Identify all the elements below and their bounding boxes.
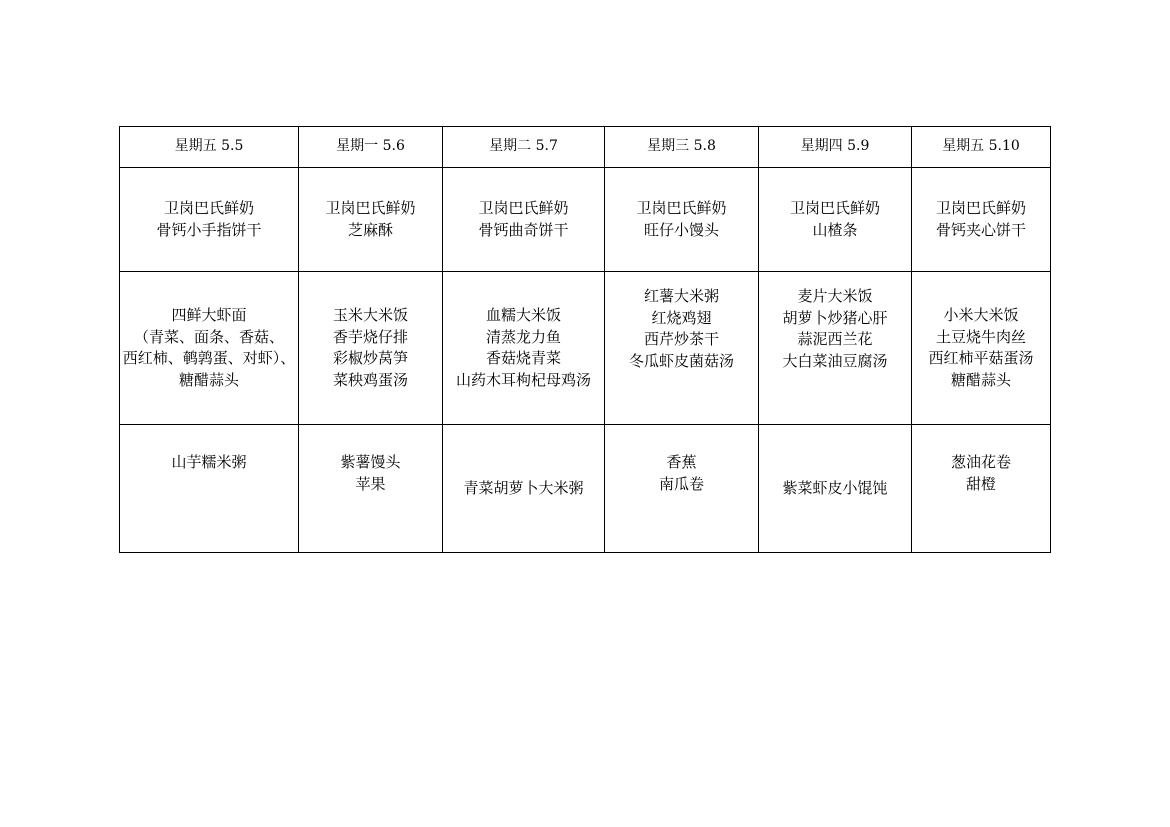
menu-item: 骨钙夹心饼干 (935, 220, 1026, 239)
menu-item: 紫菜虾皮小馄饨 (782, 478, 888, 497)
menu-item: 卫岗巴氏鲜奶 (935, 199, 1026, 217)
morning-snack-cell (912, 168, 1051, 272)
menu-item: 骨钙曲奇饼干 (478, 220, 569, 239)
menu-item: 青菜胡萝卜大米粥 (463, 478, 584, 497)
menu-item: 糖醋蒜头 (950, 370, 1011, 389)
lunch-cell (759, 272, 912, 425)
lunch-cell (443, 272, 605, 425)
afternoon-snack-cell (605, 425, 759, 553)
menu-item: 红薯大米粥 (643, 287, 719, 305)
menu-item: 冬瓜虾皮菌菇汤 (628, 351, 734, 370)
morning-snack-cell (299, 168, 443, 272)
menu-item: 南瓜卷 (658, 474, 704, 493)
menu-item: 芝麻酥 (347, 220, 393, 239)
menu-item: 血糯大米饭 (485, 306, 561, 324)
menu-item: 玉米大米饭 (332, 306, 408, 324)
menu-item: 胡萝卜炒猪心肝 (782, 308, 888, 327)
afternoon-snack-cell (912, 425, 1051, 553)
afternoon-snack-cell (299, 425, 443, 553)
afternoon-snack-cell (759, 425, 912, 553)
day-header-cell: 星期一 5.6 (299, 127, 443, 168)
morning-snack-cell (120, 168, 299, 272)
menu-item: 糖醋蒜头 (178, 370, 239, 389)
lunch-cell (299, 272, 443, 425)
day-header-cell: 星期三 5.8 (605, 127, 759, 168)
day-header-cell: 星期二 5.7 (443, 127, 605, 168)
menu-item: 彩椒炒莴笋 (332, 349, 408, 367)
menu-item: 紫薯馒头 (340, 453, 401, 471)
menu-item: 骨钙小手指饼干 (156, 220, 262, 239)
afternoon-snack-cell (443, 425, 605, 553)
menu-item: 卫岗巴氏鲜奶 (325, 199, 416, 217)
morning-snack-cell (759, 168, 912, 272)
menu-item: 卫岗巴氏鲜奶 (163, 199, 254, 217)
menu-item: 山楂条 (812, 220, 858, 239)
menu-item: 香菇烧青菜 (485, 349, 561, 367)
menu-item: 卫岗巴氏鲜奶 (789, 199, 880, 217)
menu-item: 山药木耳枸杞母鸡汤 (455, 370, 591, 389)
afternoon-snack-row (120, 425, 1051, 553)
lunch-cell (605, 272, 759, 425)
day-header-cell: 星期五 5.5 (120, 127, 299, 168)
weekly-menu-table (119, 126, 1051, 553)
menu-item: 大白菜油豆腐汤 (782, 351, 888, 370)
menu-item: 香蕉 (666, 453, 697, 471)
menu-item: 蒜泥西兰花 (797, 330, 873, 348)
menu-item: 旺仔小馒头 (643, 220, 719, 239)
lunch-row (120, 272, 1051, 425)
menu-item: 苹果 (355, 474, 386, 493)
morning-snack-cell (443, 168, 605, 272)
morning-snack-cell (605, 168, 759, 272)
menu-item: 西红柿平菇蛋汤 (928, 349, 1034, 367)
afternoon-snack-cell (120, 425, 299, 553)
menu-item: 小米大米饭 (943, 306, 1019, 324)
menu-item: 红烧鸡翅 (651, 308, 712, 327)
menu-item: 卫岗巴氏鲜奶 (478, 199, 569, 217)
lunch-cell (120, 272, 299, 425)
menu-item: 葱油花卷 (950, 453, 1011, 471)
menu-item: 西芹炒茶干 (643, 330, 719, 348)
menu-item: 四鲜大虾面 (171, 306, 247, 324)
menu-item: 卫岗巴氏鲜奶 (636, 199, 727, 217)
menu-item: 西红柿、鹌鹑蛋、对虾）、 (122, 349, 296, 367)
menu-item: 土豆烧牛肉丝 (935, 327, 1026, 346)
menu-item: 香芋烧仔排 (332, 327, 408, 346)
morning-snack-row (120, 168, 1051, 272)
menu-item: 清蒸龙力鱼 (485, 327, 561, 346)
lunch-cell (912, 272, 1051, 425)
day-header-cell: 星期五 5.10 (912, 127, 1051, 168)
menu-item: 菜秧鸡蛋汤 (332, 370, 408, 389)
day-header-cell: 星期四 5.9 (759, 127, 912, 168)
menu-item: 甜橙 (965, 474, 996, 493)
menu-item: 麦片大米饭 (797, 287, 873, 305)
menu-item: 山芋糯米粥 (171, 453, 247, 471)
day-header-row (120, 127, 1051, 168)
menu-item: （青菜、面条、香菇、 (133, 327, 284, 346)
